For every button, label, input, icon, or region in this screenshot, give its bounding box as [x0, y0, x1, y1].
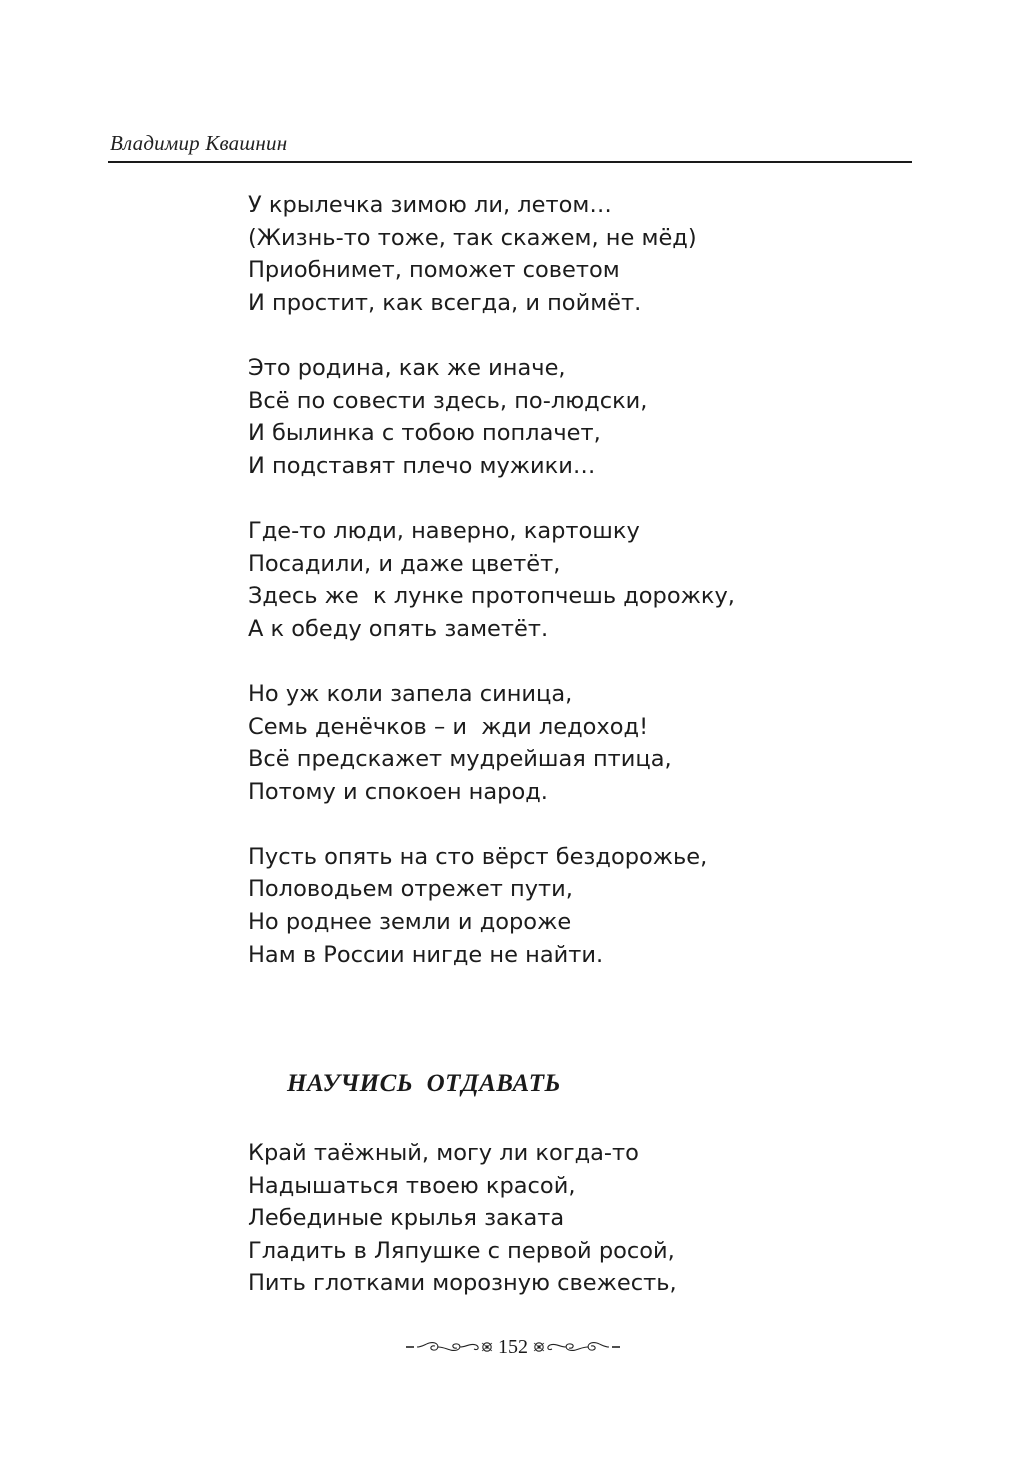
header-rule [108, 161, 912, 163]
stanza [248, 515, 735, 645]
verse-line: Край таёжный, могу ли когда-то [248, 1140, 639, 1166]
verse-line: Всё по совести здесь, по-людски, [248, 387, 648, 414]
verse-line: Потому и спокоен народ. [248, 778, 548, 805]
verse-line: Лебединые крылья заката [248, 1205, 565, 1232]
verse-line: Но уж коли запела синица, [248, 680, 573, 707]
verse-line: Приобнимет, поможет советом [248, 257, 620, 284]
left-flourish-icon [404, 1337, 496, 1357]
verse-line: И подставят плечо мужики… [248, 452, 596, 479]
poem-title: НАУЧИСЬ ОТДАВАТЬ [287, 1070, 561, 1097]
verse-line: Это родина, как же иначе, [248, 354, 566, 381]
verse-line: У крылечка зимою ли, летом… [248, 192, 612, 218]
verse-line: Где-то люди, наверно, картошку [248, 517, 640, 544]
verse-line: Посадили, и даже цветёт, [248, 550, 561, 577]
verse-line: Половодьем отрежет пути, [248, 876, 573, 903]
verse-line: Здесь же к лунке протопчешь дорожку, [248, 583, 735, 610]
stanza [248, 189, 735, 319]
right-flourish-icon [530, 1337, 622, 1357]
poem-2 [248, 1137, 677, 1300]
verse-line: И былинка с тобою поплачет, [248, 420, 601, 447]
verse-line: Семь денёчков – и жди ледоход! [248, 713, 649, 740]
verse-line: Гладить в Ляпушке с первой росой, [248, 1237, 675, 1264]
verse-line: И простит, как всегда, и поймёт. [248, 289, 642, 316]
poem-1 [248, 189, 735, 971]
running-head-author: Владимир Квашнин [110, 131, 288, 155]
stanza [248, 352, 735, 482]
verse-line: Пить глотками морозную свежесть, [248, 1270, 677, 1297]
stanza [248, 678, 735, 808]
stanza [248, 1137, 677, 1300]
verse-line: А к обеду опять заметёт. [248, 615, 549, 642]
verse-line: Всё предскажет мудрейшая птица, [248, 746, 672, 773]
verse-line: Но роднее земли и дороже [248, 909, 572, 936]
verse-line: Нам в России нигде не найти. [248, 941, 604, 968]
verse-line: Надышаться твоею красой, [248, 1172, 576, 1199]
page-footer [0, 1335, 1026, 1359]
page-number: 152 [498, 1335, 528, 1358]
verse-line: (Жизнь-то тоже, так скажем, не мёд) [248, 224, 697, 251]
stanza [248, 841, 735, 971]
verse-line: Пусть опять на сто вёрст бездорожье, [248, 843, 708, 870]
